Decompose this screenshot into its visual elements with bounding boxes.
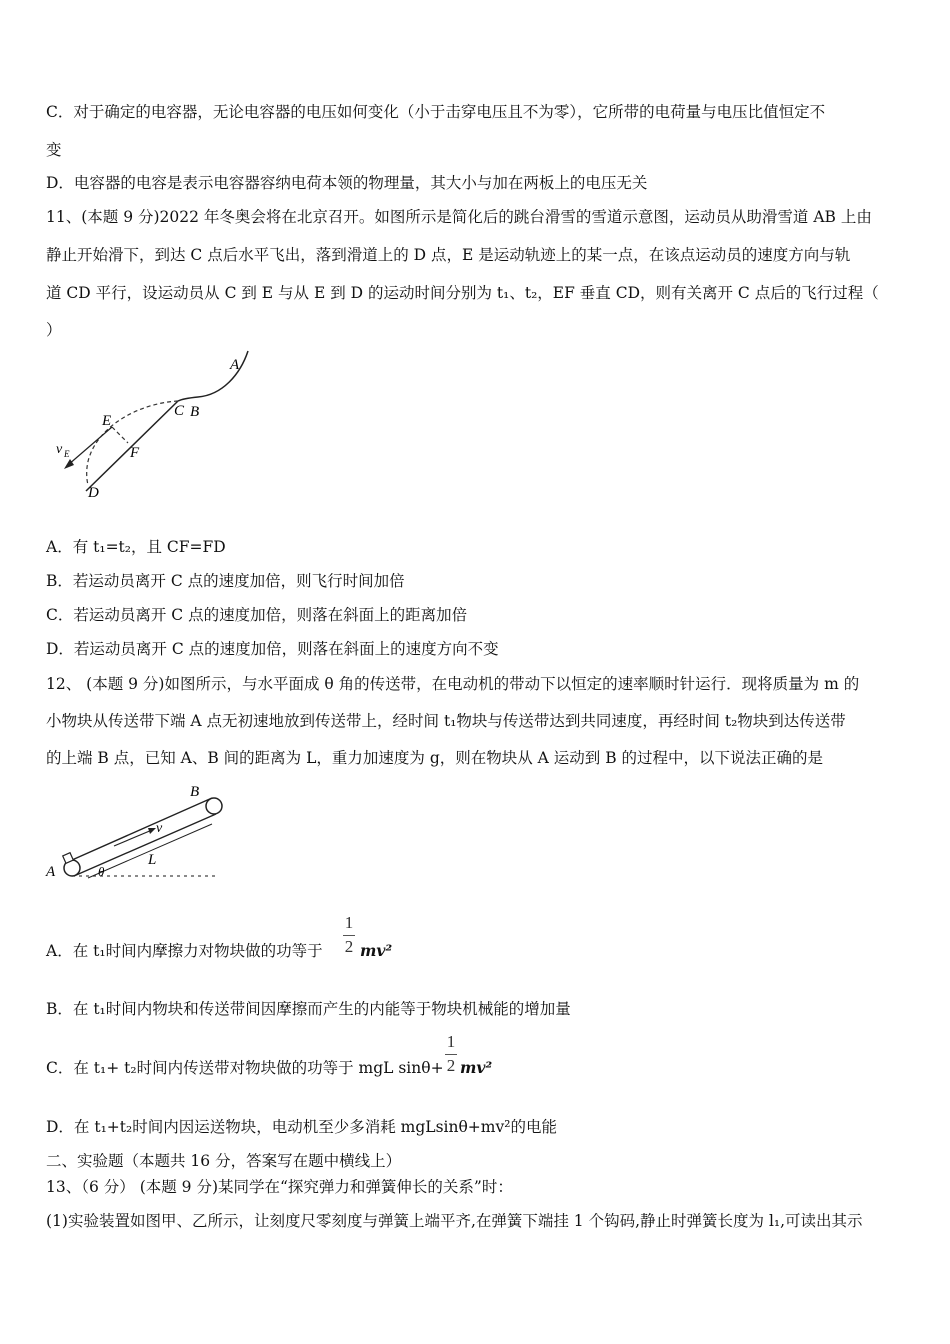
label-theta: θ xyxy=(98,864,105,879)
label-a: A xyxy=(230,357,240,373)
option-d-q12: D．在 t₁+t₂时间内因运送物块，电动机至少多消耗 mgLsinθ+mv²的电能 xyxy=(46,1118,557,1136)
fraction-numerator-2: 1 xyxy=(446,1032,456,1051)
label-v-sub: E xyxy=(64,449,70,459)
label-b: B xyxy=(190,784,200,800)
q11-stem-line1: 11、(本题 9 分)2022 年冬奥会将在北京召开。如图所示是简化后的跳台滑雪的雪道示意图，运动员从助滑雪道 AB 上由 xyxy=(46,208,872,226)
option-b-q11: B．若运动员离开 C 点的速度加倍，则飞行时间加倍 xyxy=(46,572,405,590)
option-d-q11: D．若运动员离开 C 点的速度加倍，则落在斜面上的速度方向不变 xyxy=(46,640,499,658)
ef-perpendicular xyxy=(112,427,128,443)
q11-stem-line4: ） xyxy=(46,321,62,339)
q11-stem-line2: 静止开始滑下，到达 C 点后水平飞出，落到滑道上的 D 点，E 是运动轨迹上的某一点，在该点运动员的速度方向与轨 xyxy=(46,246,851,264)
label-f: F xyxy=(130,445,140,461)
velocity-arrowhead xyxy=(148,828,156,834)
q13-part1: (1)实验装置如图甲、乙所示，让刻度尺零刻度与弹簧上端平齐,在弹簧下端挂 1 个钩码,静止时弹簧长度为 l₁,可读出其示 xyxy=(46,1212,863,1230)
label-c: C xyxy=(174,403,185,419)
option-c-q10-line1: C．对于确定的电容器，无论电容器的电压如何变化（小于击穿电压且不为零），它所带的电荷量与电压比值恒定不 xyxy=(46,103,826,121)
fraction-bar xyxy=(343,935,355,936)
belt-top xyxy=(72,798,212,860)
option-c-q11: C．若运动员离开 C 点的速度加倍，则落在斜面上的距离加倍 xyxy=(46,606,468,624)
velocity-arrow-ve xyxy=(68,427,112,465)
section-2-heading: 二、实验题（本题共 16 分，答案写在题中横线上） xyxy=(46,1152,402,1170)
label-d: D xyxy=(88,485,99,501)
q12-stem-line3: 的上端 B 点，已知 A、B 间的距离为 L，重力加速度为 g，则在物块从 A 运动到 B 的过程中，以下说法正确的是 xyxy=(46,749,824,767)
q12-stem-line1: 12、 (本题 9 分)如图所示，与水平面成 θ 角的传送带，在电动机的带动下以恒定的速率顺时针运行．现将质量为 m 的 xyxy=(46,675,860,693)
q11-stem-line3: 道 CD 平行，设运动员从 C 到 E 与从 E 到 D 的运动时间分别为 t₁、t₂，EF 垂直 CD，则有关离开 C 点后的飞行过程（ xyxy=(46,284,879,302)
fraction-numerator: 1 xyxy=(344,913,354,932)
option-a-q12: A．在 t₁时间内摩擦力对物块做的功等于 xyxy=(46,942,323,960)
label-b: B xyxy=(190,404,200,420)
fraction-denominator: 2 xyxy=(344,937,354,956)
option-d-q10: D．电容器的电容是表示电容器容纳电荷本领的物理量，其大小与加在两板上的电压无关 xyxy=(46,174,648,192)
label-e: E xyxy=(102,413,112,429)
belt-bottom xyxy=(74,814,216,876)
option-c-q10-line2: 变 xyxy=(46,141,62,159)
ski-jump-diagram xyxy=(50,345,260,505)
pulley-b xyxy=(206,798,222,814)
label-v: v xyxy=(156,821,163,836)
q12-stem-line2: 小物块从传送带下端 A 点无初速地放到传送带上，经时间 t₁物块与传送带达到共同速度，再经时间 t₂物块到达传送带 xyxy=(46,712,846,730)
fraction-denominator-2: 2 xyxy=(446,1056,456,1075)
option-a-mv2: mv² xyxy=(360,941,393,960)
option-c-q12: C．在 t₁+ t₂时间内传送带对物块做的功等于 mgL sinθ+ xyxy=(46,1059,444,1077)
label-a: A xyxy=(46,864,56,880)
conveyor-belt-diagram xyxy=(44,780,234,890)
label-l: L xyxy=(148,852,157,868)
label-v: v xyxy=(56,442,63,457)
fraction-bar-2 xyxy=(445,1054,457,1055)
option-c-mv2: mv² xyxy=(460,1058,493,1077)
option-b-q12: B．在 t₁时间内物块和传送带间因摩擦而产生的内能等于物块机械能的增加量 xyxy=(46,1000,571,1018)
q13-stem: 13、（6 分） (本题 9 分)某同学在“探究弹力和弹簧伸长的关系”时： xyxy=(46,1178,513,1196)
option-a-q11: A．有 t₁=t₂，且 CF=FD xyxy=(46,538,226,556)
